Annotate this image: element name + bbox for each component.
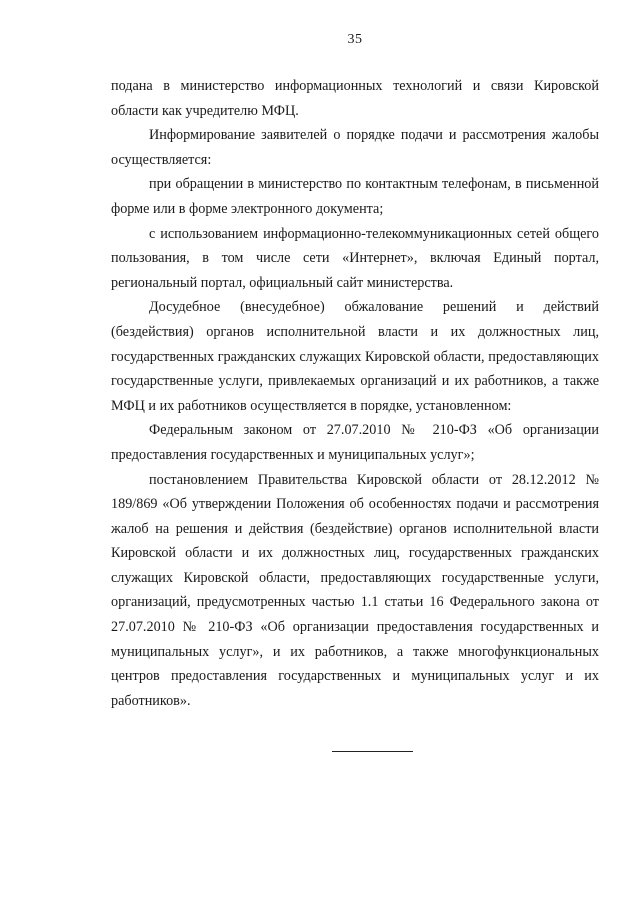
- document-body: [111, 74, 599, 713]
- end-of-text-rule: [332, 751, 413, 752]
- paragraph-pretrial-appeal: Досудебное (внесудебное) обжалование решений и действий (бездействия) органов исполнительной власти и их должностных лиц, государственных гражданских служащих Кировской области, предоставляющих государственные услуги, привлекаемых организаций и их работников, а также МФЦ и их работников осуществляется в порядке, установленном:: [111, 299, 599, 414]
- page-number: 35: [347, 32, 363, 47]
- paragraph-internet-methods: с использованием информационно-телекоммуникационных сетей общего пользования, в том числе сети «Интернет», включая Единый портал, региональный портал, официальный сайт министерства.: [111, 225, 599, 291]
- paragraph-contact-methods: при обращении в министерство по контактным телефонам, в письменной форме или в форме электронного документа;: [111, 176, 599, 217]
- paragraph-federal-law: Федеральным законом от 27.07.2010 № 210-ФЗ «Об организации предоставления государственных и муниципальных услуг»;: [111, 422, 599, 463]
- paragraph-government-resolution: постановлением Правительства Кировской области от 28.12.2012 № 189/869 «Об утверждении Положения об особенностях подачи и рассмотрения жалоб на решения и действия (бездействие) органов исполнительной власти Кировской области и их должностных лиц, государственных гражданских служащих Кировской области, предоставляющих государственные услуги, организаций, предусмотренных частью 1.1 статьи 16 Федерального закона от 27.07.2010 № 210-ФЗ «Об организации предоставления государственных и муниципальных услуг», и их работников, а также многофункциональных центров предоставления государственных и муниципальных услуг и их работников».: [111, 471, 599, 709]
- paragraph-informing-intro: Информирование заявителей о порядке подачи и рассмотрения жалобы осуществляется:: [111, 127, 599, 168]
- paragraph-submission-continuation: подана в министерство информационных технологий и связи Кировской области как учредителю МФЦ.: [111, 78, 599, 119]
